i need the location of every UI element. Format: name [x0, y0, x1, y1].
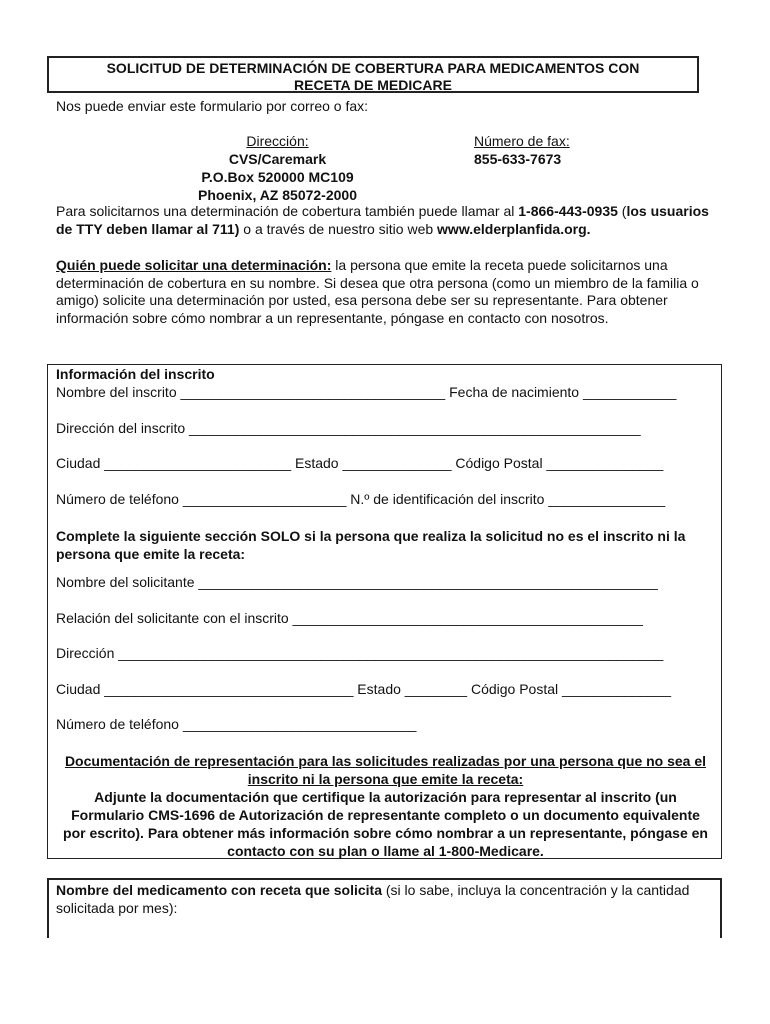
fax-block [474, 132, 570, 168]
fax-number: 855-633-7673 [474, 151, 562, 167]
address-heading: Dirección: [246, 133, 309, 149]
requester-address-field[interactable]: Dirección ______________________________________________________________________ [56, 645, 664, 661]
enrollee-address-field[interactable]: Dirección del inscrito __________________________________________________________ [56, 420, 641, 436]
drug-heading: Nombre del medicamento con receta que solicita [56, 882, 382, 898]
enrollee-name-field[interactable]: Nombre del inscrito __________________________________ Fecha de nacimiento ____________ [56, 384, 677, 400]
who-heading: Quién puede solicitar una determinación: [56, 257, 332, 273]
fax-heading: Número de fax: [474, 133, 570, 149]
call-website: www.elderplanfida.org. [437, 220, 591, 237]
enrollee-city-field[interactable]: Ciudad ________________________ Estado ______________ Código Postal _______________ [56, 455, 664, 471]
requester-relation-field[interactable]: Relación del solicitante con el inscrito _____________________________________________ [56, 610, 643, 626]
address-line2: P.O.Box 520000 MC109 [201, 169, 354, 185]
form-title [47, 56, 699, 93]
requester-phone-field[interactable]: Número de teléfono ______________________________ [56, 716, 417, 732]
call-text3: o a través de nuestro sitio web [239, 220, 438, 237]
address-line1: CVS/Caremark [228, 151, 327, 167]
documentation-body: Adjunte la documentación que certifique la autorización para representar al inscrito (un Formulario CMS-1696 de Autorización de representante completo o un documento equivalente por escrito). Para obtener más información sobre cómo nombrar a un representante, póngase en contacto con su plan o llame al 1-800-Medicare. [63, 789, 708, 859]
drug-body: (si lo sabe, incluya la concentración y la cantidad solicitada por mes): [56, 882, 690, 916]
requester-name-field[interactable]: Nombre del solicitante ___________________________________________________________ [56, 574, 658, 590]
address-line3: Phoenix, AZ 85072-2000 [197, 187, 357, 203]
who-paragraph [56, 257, 721, 327]
call-text1: Para solicitarnos una determinación de cobertura también puede llamar al [56, 203, 519, 219]
call-phone: 1-866-443-0935 [518, 203, 618, 219]
requester-heading: Complete la siguiente sección SOLO si la persona que realiza la solicitud no es el inscrito ni la persona que emite la receta: [56, 528, 686, 562]
who-body: la persona que emite la receta puede solicitarnos una determinación de cobertura en su nombre. Si desea que otra persona (como un miembro de la familia o amigo) solicite una determinación por usted, esa persona debe ser su representante. Para obtener información sobre cómo nombrar a un representante, póngase en contacto con nosotros. [56, 257, 699, 326]
documentation-heading: Documentación de representación para las solicitudes realizadas por una persona que no sea el inscrito ni la persona que emite la receta: [64, 753, 707, 787]
enrollee-heading: Información del inscrito [56, 366, 215, 382]
intro-text: Nos puede enviar este formulario por correo o fax: [56, 98, 369, 114]
enrollee-phone-field[interactable]: Número de teléfono _____________________ N.º de identificación del inscrito _______________ [56, 491, 666, 507]
form-title-line1: SOLICITUD DE DETERMINACIÓN DE COBERTURA PARA MEDICAMENTOS CON [106, 60, 640, 76]
mailing-address [170, 132, 385, 204]
call-text2: ( [617, 203, 627, 219]
form-title-line2: RECETA DE MEDICARE [294, 77, 452, 93]
call-paragraph [56, 203, 721, 238]
requester-city-field[interactable]: Ciudad ________________________________ Estado ________ Código Postal ______________ [56, 681, 672, 697]
call-tty: los usuarios de TTY deben llamar al 711) [56, 203, 709, 237]
drug-paragraph [56, 881, 706, 917]
